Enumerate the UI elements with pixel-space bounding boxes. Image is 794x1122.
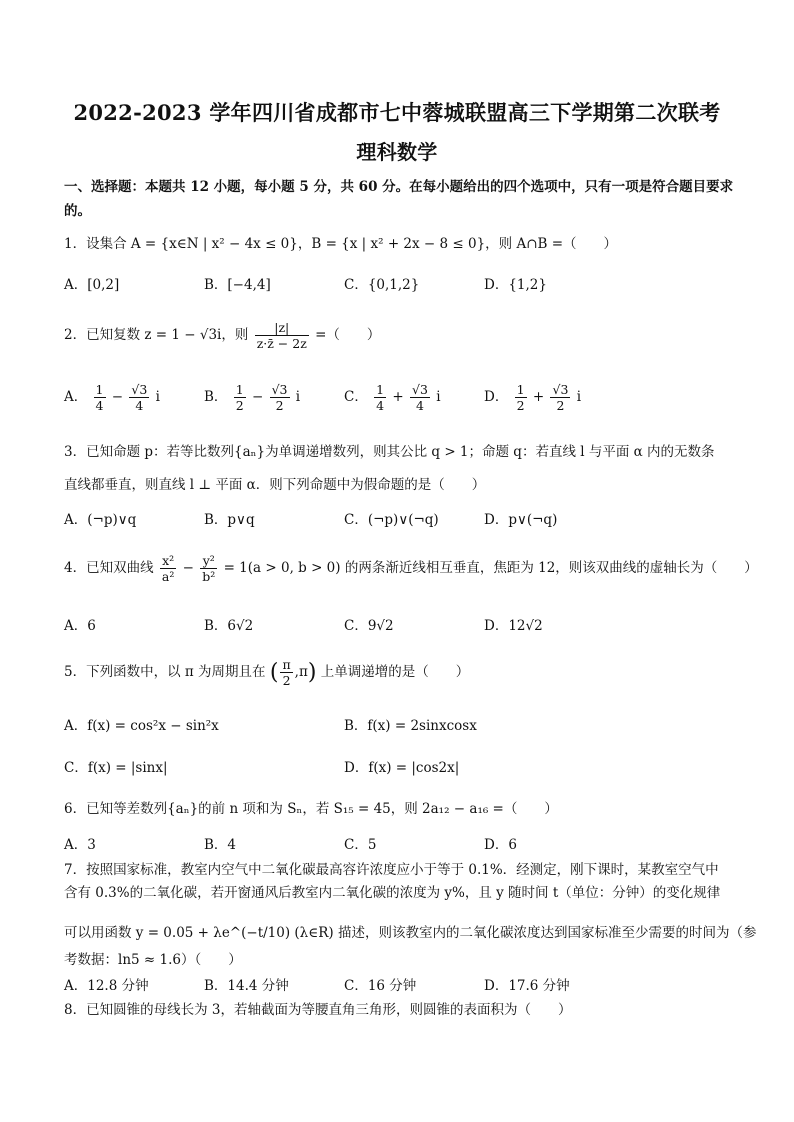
q4-option-a: A．6 [64, 618, 96, 634]
q2-a-frac2 [129, 382, 149, 413]
q2-option-b [204, 382, 300, 413]
q2-option-c [344, 382, 441, 413]
q1-option-c: C．{0,1,2} [344, 277, 420, 293]
question-1-stem: 1．设集合 A = {x∈N | x² − 4x ≤ 0}，B = {x | x² + 2x − 8 ≤ 0}，则 A∩B =（ ） [64, 236, 618, 252]
question-4-stem [64, 553, 758, 584]
q6-option-c: C．5 [344, 837, 377, 853]
q5-interval-tail: ,π [294, 664, 308, 680]
q5-option-b: B．f(x) = 2sinxcosx [344, 718, 477, 734]
question-7-stem-line4: 考数据：ln5 ≈ 1.6）（ ） [64, 952, 242, 968]
q4-option-b: B．6√2 [204, 618, 254, 634]
q4-option-c: C．9√2 [344, 618, 394, 634]
q5-interval-den: 2 [282, 673, 291, 688]
exam-title: 2022-2023 学年四川省成都市七中蓉城联盟高三下学期第二次联考 [73, 100, 721, 125]
q2-a-frac1 [94, 382, 106, 413]
q1-option-a: A．[0,2] [64, 277, 120, 293]
question-3-stem-line1: 3．已知命题 p：若等比数列{aₙ}为单调递增数列，则其公比 q > 1；命题 q：若直线 l 与平面 α 内的无数条 [64, 444, 715, 460]
q5-interval-num: π [282, 657, 291, 672]
question-8-stem: 8．已知圆锥的母线长为 3，若轴截面为等腰直角三角形，则圆锥的表面积为（ ） [64, 1002, 572, 1018]
q2-c-den1: 4 [376, 398, 385, 413]
q2-d-frac2 [550, 382, 570, 413]
q2-d-tail: i [576, 389, 582, 405]
question-2-stem [64, 320, 380, 351]
q2-fraction-denominator: z·z̄ − 2z [256, 336, 307, 351]
q2-b-num1: 1 [235, 382, 244, 397]
q6-option-a: A．3 [64, 837, 96, 853]
question-3-stem-line2: 直线都垂直，则直线 l ⊥ 平面 α．则下列命题中为假命题的是（ ） [64, 477, 486, 493]
q4-stem-prefix: 4．已知双曲线 [64, 560, 154, 576]
q2-a-num1: 1 [95, 382, 104, 397]
question-6-stem: 6．已知等差数列{aₙ}的前 n 项和为 Sₙ，若 S₁₅ = 45，则 2a₁₂ − a₁₆ =（ ） [64, 801, 558, 817]
q5-stem-suffix: 上单调递增的是（ ） [320, 664, 470, 680]
q2-fraction-numerator: |z| [255, 320, 309, 336]
q5-paren-close: ) [307, 660, 317, 685]
q2-option-d [484, 382, 581, 413]
q7-option-c: C．16 分钟 [344, 978, 417, 994]
q3-option-a: A．(¬p)∨q [64, 512, 137, 528]
q5-paren-open: ( [269, 660, 279, 685]
q3-option-d: D．p∨(¬q) [484, 512, 558, 528]
q2-a-den2: 4 [135, 398, 144, 413]
q6-option-d: D．6 [484, 837, 517, 853]
section-heading: 一、选择题：本题共 12 小题，每小题 5 分，共 60 分。在每小题给出的四个选项中，只有一项是符合题目要求的。 [64, 179, 734, 219]
q2-b-den2: 2 [275, 398, 284, 413]
q2-d-den2: 2 [556, 398, 565, 413]
q2-b-tail: i [295, 389, 301, 405]
q2-c-frac1 [374, 382, 386, 413]
q4-frac-y-num: y² [200, 553, 217, 569]
q4-frac-y-den: b² [202, 569, 216, 584]
q5-interval-fraction [280, 657, 292, 688]
q6-option-b: B．4 [204, 837, 237, 853]
q2-c-num2: √3 [412, 382, 428, 397]
q2-d-sign: + [532, 389, 545, 405]
q2-d-frac1 [515, 382, 527, 413]
q4-stem-suffix: = 1(a > 0, b > 0) 的两条渐近线相互垂直，焦距为 12，则该双曲线的虚轴长为（ ） [223, 560, 758, 576]
question-5-stem [64, 657, 469, 688]
q4-frac-x-den: a² [161, 569, 175, 584]
q2-c-tail: i [436, 389, 441, 405]
q2-fraction [255, 320, 309, 351]
question-7-stem-line1: 7．按照国家标准，教室内空气中二氧化碳最高容许浓度应小于等于 0.1%．经测定，刚下课时，某教室空气中 [64, 862, 719, 878]
q4-minus: − [182, 560, 194, 576]
q2-d-den1: 2 [516, 398, 525, 413]
exam-subject: 理科数学 [356, 140, 438, 164]
q2-a-sign: − [111, 389, 124, 405]
q1-option-b: B．[−4,4] [204, 277, 271, 293]
q7-option-a: A．12.8 分钟 [64, 978, 149, 994]
q2-c-frac2 [410, 382, 430, 413]
q4-fraction-y [200, 553, 217, 584]
q4-fraction-x [160, 553, 176, 584]
q2-option-a [64, 382, 160, 413]
q2-d-num2: √3 [552, 382, 569, 397]
q2-d-num1: 1 [516, 382, 525, 397]
q2-c-num1: 1 [376, 382, 385, 397]
q2-c-den2: 4 [415, 398, 424, 413]
q1-option-d: D．{1,2} [484, 277, 547, 293]
q2-a-num2: √3 [131, 382, 148, 397]
q2-stem-prefix: 2．已知复数 z = 1 − √3i，则 [64, 327, 249, 343]
q2-a-den1: 4 [95, 398, 104, 413]
q2-b-sign: − [251, 389, 264, 405]
q2-option-a-label: A． [64, 389, 88, 405]
q2-b-den1: 2 [235, 398, 244, 413]
question-7-stem-line3: 可以用函数 y = 0.05 + λe^(−t/10) (λ∈R) 描述，则该教室内的二氧化碳浓度达到国家标准至少需要的时间为（参 [64, 925, 757, 941]
q5-option-c: C．f(x) = |sinx| [64, 760, 168, 776]
q2-b-num2: √3 [271, 382, 288, 397]
q5-option-a: A．f(x) = cos²x − sin²x [64, 718, 219, 734]
q4-option-d: D．12√2 [484, 618, 543, 634]
q5-option-d: D．f(x) = |cos2x| [344, 760, 460, 776]
q2-a-tail: i [155, 389, 160, 405]
q4-frac-x-num: x² [160, 553, 176, 569]
q2-option-c-label: C． [344, 389, 368, 405]
q3-option-b: B．p∨q [204, 512, 255, 528]
question-7-stem-line2: 含有 0.3%的二氧化碳，若开窗通风后教室内二氧化碳的浓度为 y%，且 y 随时间 t（单位：分钟）的变化规律 [64, 885, 721, 901]
q7-option-b: B．14.4 分钟 [204, 978, 289, 994]
q2-b-frac1 [234, 382, 246, 413]
q2-b-frac2 [270, 382, 290, 413]
q5-stem-prefix: 5．下列函数中，以 π 为周期且在 [64, 664, 266, 680]
q2-stem-suffix: =（ ） [315, 327, 381, 343]
q2-c-sign: + [392, 389, 404, 405]
q3-option-c: C．(¬p)∨(¬q) [344, 512, 439, 528]
q7-option-d: D．17.6 分钟 [484, 978, 570, 994]
q2-option-b-label: B． [204, 389, 228, 405]
q2-option-d-label: D． [484, 389, 509, 405]
